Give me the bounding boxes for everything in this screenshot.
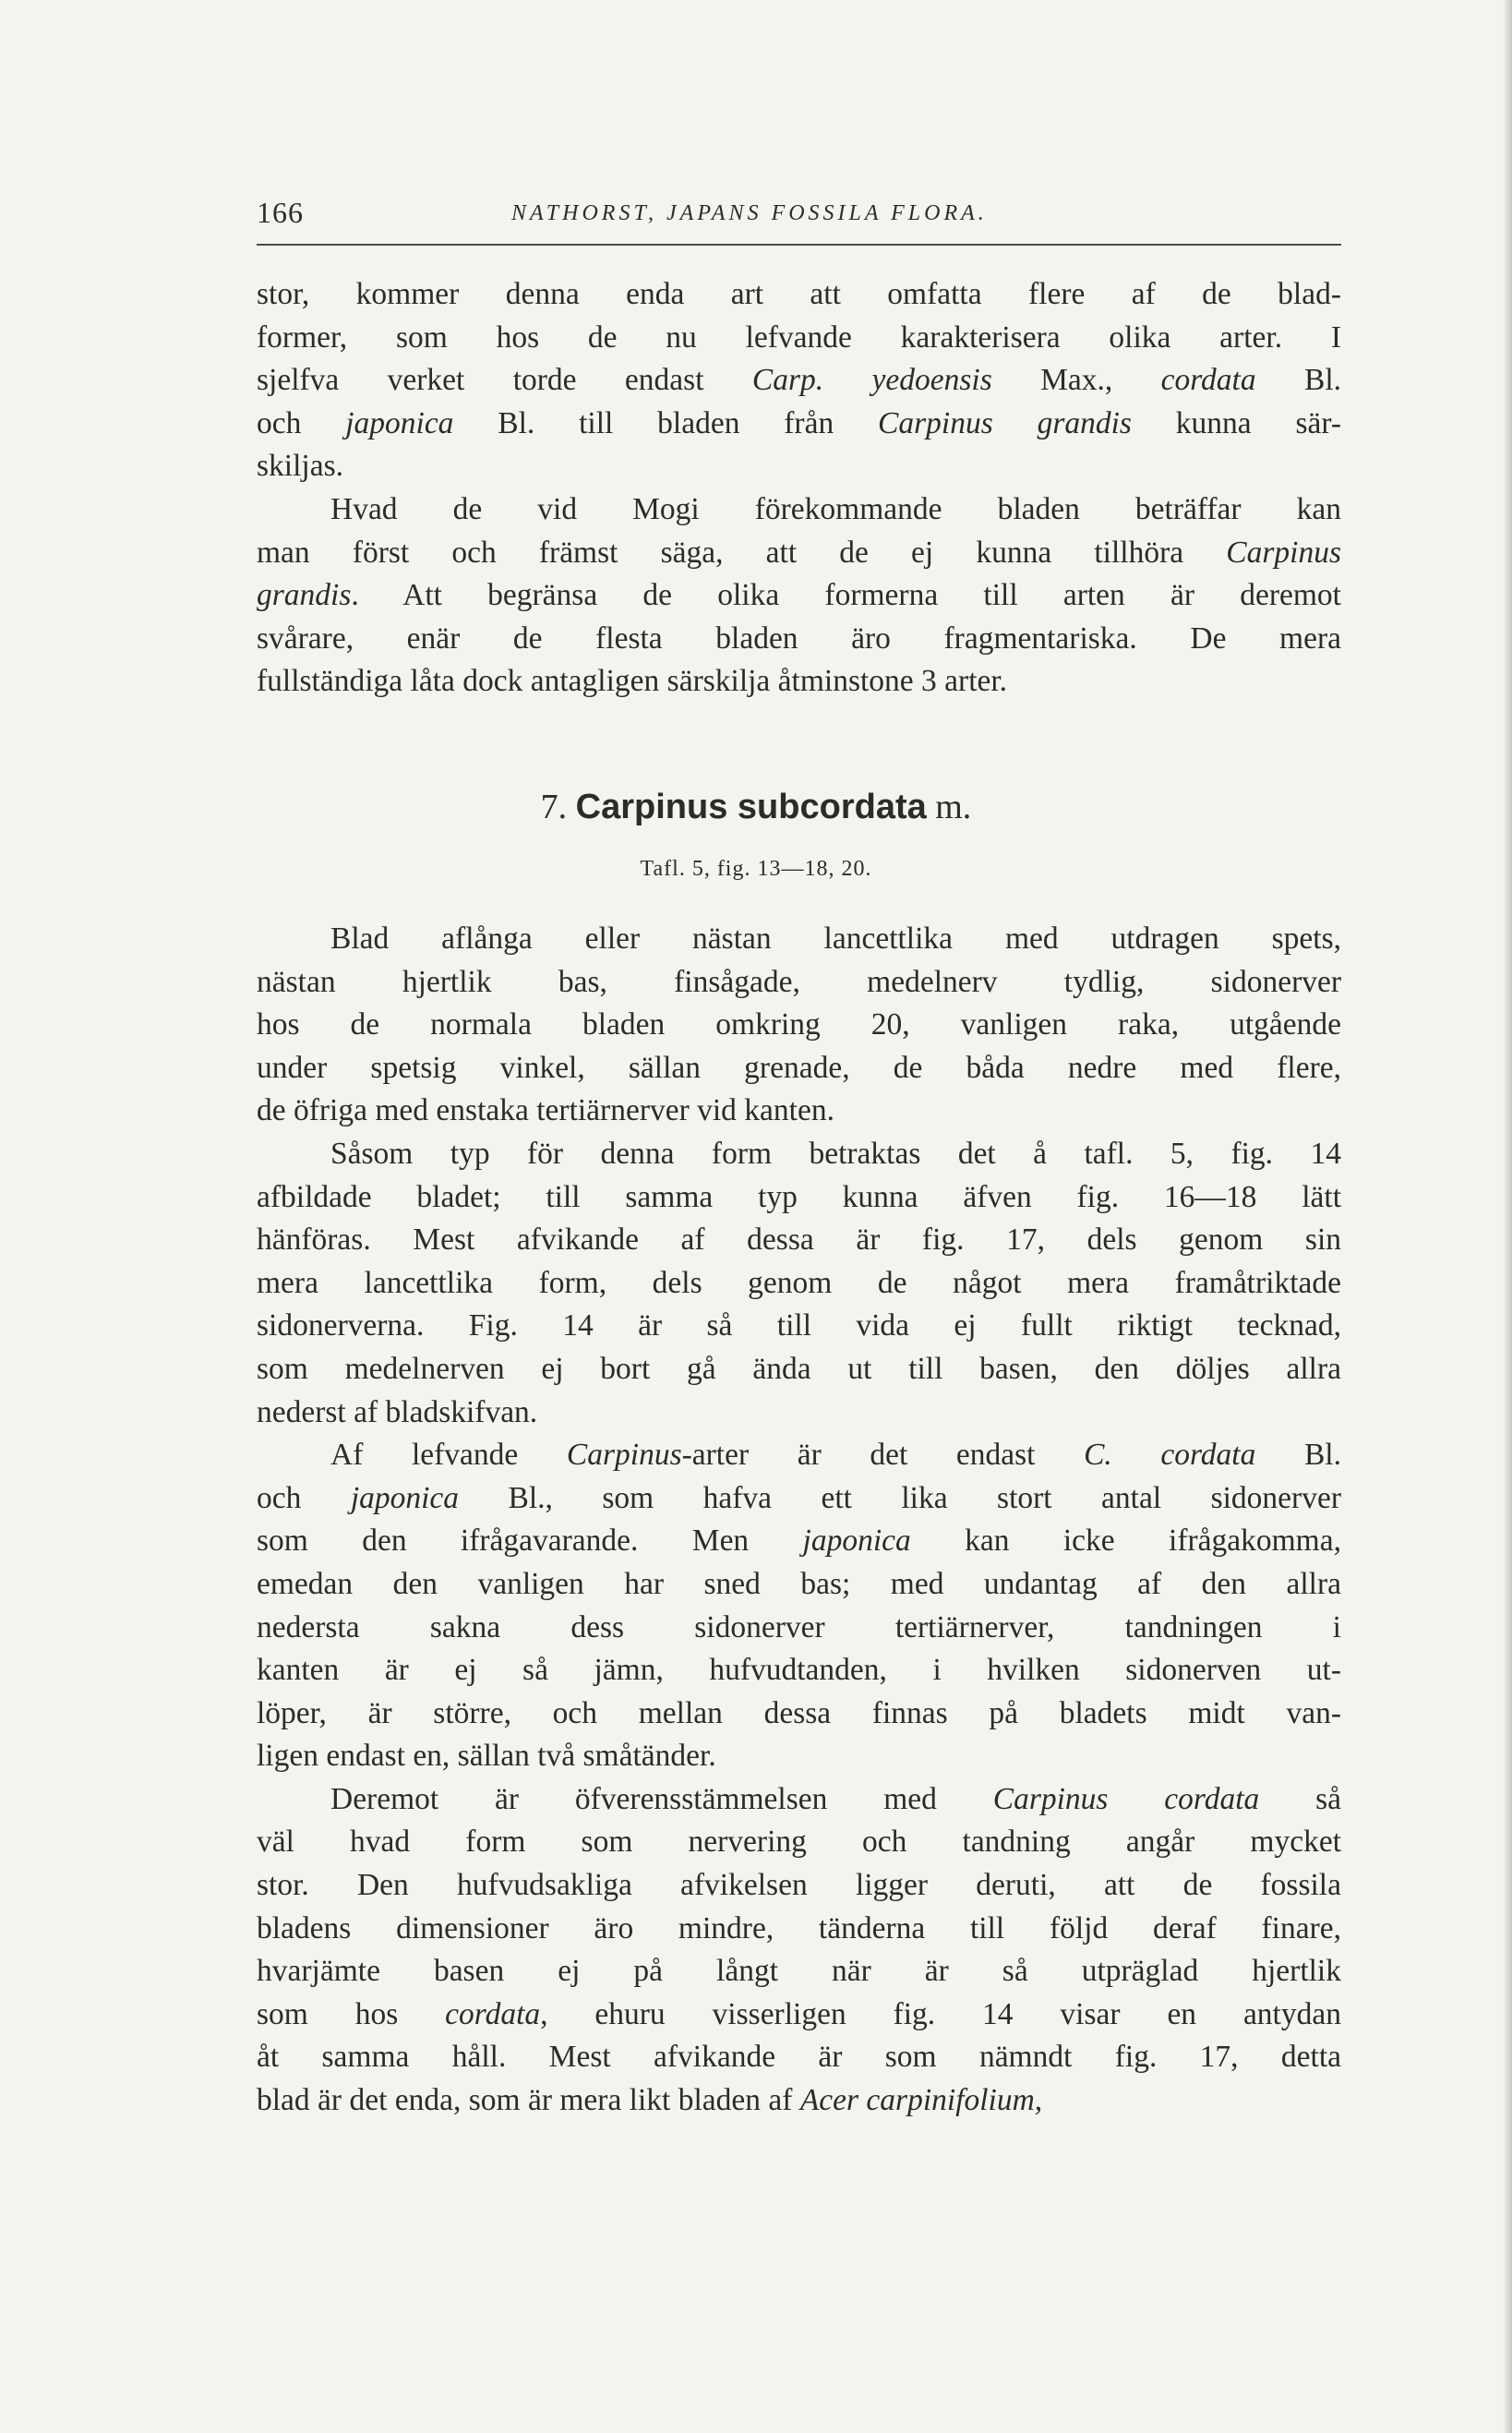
text-line: hvarjämte basen ej på långt när är så utpräglad hjertlik [257, 1954, 1341, 1989]
text-line: stor. Den hufvudsakliga afvikelsen ligger deruti, att de fossila [257, 1868, 1341, 1903]
text-line: emedan den vanligen har sned bas; med undantag af den allra [257, 1566, 1341, 1601]
text-line: Hvad de vid Mogi förekommande bladen beträffar kan [330, 491, 1341, 526]
text-line: som hos cordata, ehuru visserligen fig. 14 visar en antydan [257, 1996, 1341, 2031]
italic-term: Carpinus [1226, 535, 1341, 570]
italic-term: grandis [257, 578, 352, 613]
text-line: som medelnerven ej bort gå ända ut till basen, den döljes allra [257, 1351, 1341, 1386]
figure-reference: Tafl. 5, fig. 13—18, 20. [640, 857, 872, 881]
text-line: afbildade bladet; till samma typ kunna äfven fig. 16—18 lätt [257, 1179, 1341, 1214]
text-line: som den ifrågavarande. Men japonica kan icke ifrågakomma, [257, 1524, 1341, 1559]
page-header [257, 196, 1341, 242]
page-number: 166 [257, 196, 304, 229]
text-line: Blad aflånga eller nästan lancettlika med utdragen spets, [330, 921, 1341, 956]
text-line: bladens dimensioner äro mindre, tänderna till följd deraf finare, [257, 1910, 1341, 1945]
italic-term: cordata [445, 1996, 541, 2031]
text-line: svårare, enär de flesta bladen äro fragmentariska. De mera [257, 620, 1341, 656]
text-line: ligen endast en, sällan två småtänder. [257, 1739, 716, 1774]
running-title: NATHORST, JAPANS FOSSILA FLORA. [511, 201, 988, 225]
italic-term: Carpinus grandis [878, 405, 1132, 440]
section-text [257, 918, 1341, 2123]
section-author: m. [935, 788, 972, 826]
italic-term: Carpinus [566, 1438, 682, 1473]
italic-term: japonica [802, 1524, 911, 1559]
text-line: och japonica Bl., som hafva ett lika stort antal sidonerver [257, 1480, 1341, 1515]
text-line: grandis. Att begränsa de olika formerna till arten är deremot [257, 578, 1341, 613]
text-line: nedersta sakna dess sidonerver tertiärnerver, tandningen i [257, 1609, 1341, 1644]
italic-term: C. cordata [1084, 1438, 1256, 1473]
section-name: Carpinus subcordata [575, 788, 927, 826]
text-line: sidonerverna. Fig. 14 är så till vida ej fullt riktigt tecknad, [257, 1308, 1341, 1343]
text-line: Såsom typ för denna form betraktas det å tafl. 5, fig. 14 [330, 1136, 1341, 1171]
page-edge-shadow [1503, 0, 1512, 2433]
text-line: former, som hos de nu lefvande karakterisera olika arter. I [257, 319, 1341, 355]
text-line: kanten är ej så jämn, hufvudtanden, i hvilken sidonerven ut- [257, 1653, 1341, 1688]
section-number: 7. [540, 788, 568, 826]
text-line: blad är det enda, som är mera likt bladen af Acer carpinifolium, [257, 2083, 1043, 2118]
italic-term: japonica [350, 1480, 460, 1515]
italic-term: cordata [1160, 363, 1256, 398]
italic-term: Carpinus cordata [992, 1781, 1260, 1816]
text-line: väl hvad form som nervering och tandning angår mycket [257, 1825, 1341, 1860]
header-rule [257, 244, 1341, 246]
text-line: mera lancettlika form, dels genom de något mera framåtriktade [257, 1265, 1341, 1300]
text-line: och japonica Bl. till bladen från Carpinus grandis kunna sär- [257, 405, 1342, 440]
text-line: hos de normala bladen omkring 20, vanligen raka, utgående [257, 1007, 1341, 1042]
text-line: nederst af bladskifvan. [257, 1394, 538, 1429]
text-line: man först och främst säga, att de ej kunna tillhöra Carpinus [257, 535, 1341, 570]
text-line: Deremot är öfverensstämmelsen med Carpinus cordata så [330, 1781, 1342, 1816]
italic-term: Acer carpinifolium, [799, 2083, 1043, 2118]
text-line: åt samma håll. Mest afvikande är som nämndt fig. 17, detta [257, 2040, 1341, 2075]
text-line: skiljas. [257, 449, 343, 484]
section-heading [0, 787, 1512, 827]
italic-term: japonica [345, 405, 454, 440]
text-line: under spetsig vinkel, sällan grenade, de båda nedre med flere, [257, 1050, 1341, 1085]
text-line: fullständiga låta dock antagligen särskilja åtminstone 3 arter. [257, 664, 1008, 699]
text-line: stor, kommer denna enda art att omfatta flere af de blad- [257, 277, 1341, 311]
text-line: sjelfva verket torde endast Carp. yedoensis Max., cordata Bl. [257, 363, 1341, 398]
text-line: nästan hjertlik bas, finsågade, medelnerv tydlig, sidonerver [257, 964, 1341, 999]
text-line: löper, är större, och mellan dessa finnas på bladets midt van- [257, 1695, 1341, 1730]
text-line: de öfriga med enstaka tertiärnerver vid kanten. [257, 1093, 834, 1128]
text-line: hänföras. Mest afvikande af dessa är fig. 17, dels genom sin [257, 1223, 1341, 1258]
italic-term: Carp. yedoensis [751, 363, 992, 398]
text-line: Af lefvande Carpinus-arter är det endast C. cordata Bl. [330, 1438, 1341, 1473]
intro-text [257, 273, 1341, 704]
